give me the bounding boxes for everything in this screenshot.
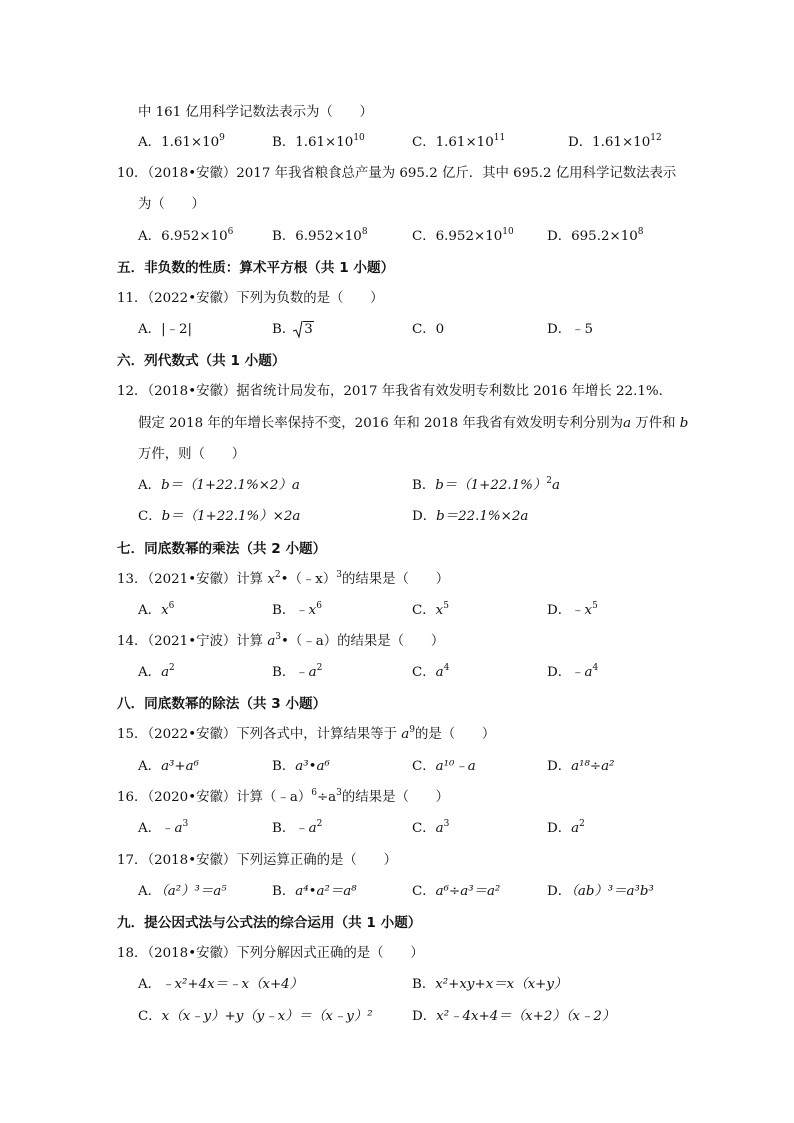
- q17-option-d[interactable]: D．（ab）³＝a³b³: [547, 884, 654, 899]
- q11-option-c[interactable]: C．0: [412, 322, 445, 337]
- q11-stem: 11．（2022•安徽）下列为负数的是（ ）: [117, 291, 384, 306]
- section-heading-6: 六．列代数式（共 1 小题）: [117, 353, 286, 369]
- section-heading-5: 五．非负数的性质：算术平方根（共 1 小题）: [117, 260, 395, 276]
- q9-option-b[interactable]: B．$1.61\times 10^{10}$: [272, 132, 365, 150]
- q17-option-a[interactable]: A．（a²）³＝a⁵: [138, 884, 227, 899]
- q10-option-c[interactable]: C．$6.952\times 10^{10}$: [412, 226, 514, 244]
- q11-option-d[interactable]: D．﹣5: [547, 322, 594, 337]
- q10-stem: 10．（2018•安徽）2017 年我省粮食总产量为 695.2 亿斤．其中 695.2 亿用科学记数法表示: [117, 166, 677, 181]
- q17-stem: 17．（2018•安徽）下列运算正确的是（ ）: [117, 853, 397, 868]
- q13-option-c[interactable]: C．$x^5$: [412, 600, 449, 618]
- q14-option-d[interactable]: D．$﹣a^4$: [547, 662, 599, 680]
- q18-option-c[interactable]: C．x（x﹣y）+y（y﹣x）＝（x﹣y）²: [138, 1009, 373, 1024]
- q12-stem-line3: 万件，则（ ）: [138, 447, 246, 462]
- q9-option-d[interactable]: D．$1.61\times 10^{12}$: [568, 132, 662, 150]
- q9-option-a[interactable]: A．$1.61\times 10^9$: [138, 132, 225, 150]
- q16-option-d[interactable]: D．$a^2$: [547, 818, 585, 836]
- q16-option-b[interactable]: B．$﹣a^2$: [272, 818, 323, 836]
- q13-option-d[interactable]: D．$﹣x^5$: [547, 600, 598, 618]
- section-heading-9: 九．提公因式法与公式法的综合运用（共 1 小题）: [117, 915, 422, 931]
- q15-option-a[interactable]: A．a³+a⁶: [138, 759, 199, 774]
- q14-option-a[interactable]: A．$a^2$: [138, 662, 175, 680]
- sqrt-symbol: 3: [295, 321, 314, 339]
- q9-stem-continuation: 中 161 亿用科学记数法表示为（ ）: [138, 105, 373, 120]
- q15-option-c[interactable]: C．a¹⁰﹣a: [412, 759, 476, 774]
- q13-option-b[interactable]: B．$﹣x^6$: [272, 600, 322, 618]
- q14-option-c[interactable]: C．$a^4$: [412, 662, 450, 680]
- q14-stem: 14．（2021•宁波）计算 $a^3•(﹣a)$的结果是（ ）: [117, 631, 445, 649]
- q10-stem-continuation: 为（ ）: [138, 197, 205, 212]
- q10-option-a[interactable]: A．$6.952\times 10^6$: [138, 226, 234, 244]
- q9-option-c[interactable]: C．$1.61\times 10^{11}$: [412, 132, 506, 150]
- section-heading-8: 八．同底数幂的除法（共 3 小题）: [117, 696, 327, 712]
- q15-stem: 15．（2022•安徽）下列各式中，计算结果等于 $a^9$的是（ ）: [117, 724, 496, 742]
- q18-option-d[interactable]: D．x²﹣4x+4＝（x+2）（x﹣2）: [412, 1009, 616, 1024]
- q13-option-a[interactable]: A．$x^6$: [138, 600, 175, 618]
- q18-option-b[interactable]: B．x²+xy+x＝x（x+y）: [412, 977, 568, 992]
- q15-option-b[interactable]: B．a³•a⁶: [272, 759, 330, 774]
- q12-option-a[interactable]: A．b＝（1+22.1%×2）a: [138, 478, 300, 493]
- q12-option-c[interactable]: C．b＝（1+22.1%）×2a: [138, 509, 301, 524]
- q10-option-d[interactable]: D．$695.2\times 10^8$: [547, 226, 644, 244]
- q18-stem: 18．（2018•安徽）下列分解因式正确的是（ ）: [117, 946, 424, 961]
- q16-option-a[interactable]: A．$﹣a^3$: [138, 818, 189, 836]
- q16-stem: 16．（2020•安徽）计算$(﹣a)^6\div a^3$的结果是（ ）: [117, 787, 450, 805]
- q11-option-b[interactable]: B． 3: [272, 322, 313, 337]
- q18-option-a[interactable]: A．﹣x²+4x＝﹣x（x+4）: [138, 977, 304, 992]
- q12-stem-line2: 假定 2018 年的年增长率保持不变，2016 年和 2018 年我省有效发明专利分别为a 万件和 b: [138, 416, 689, 431]
- q17-option-b[interactable]: B．a⁴•a²＝a⁸: [272, 884, 357, 899]
- q16-option-c[interactable]: C．$a^3$: [412, 818, 450, 836]
- q15-option-d[interactable]: D．a¹⁸÷a²: [547, 759, 615, 774]
- q12-stem: 12．（2018•安徽）据省统计局发布，2017 年我省有效发明专利数比 2016 年增长 22.1%．: [117, 384, 672, 399]
- q11-option-a[interactable]: A．|﹣2|: [138, 322, 192, 337]
- q13-stem: 13．（2021•安徽）计算 $x^2•(﹣x)^3$的结果是（ ）: [117, 569, 450, 587]
- radical-sign-icon: [293, 320, 303, 338]
- q12-option-d[interactable]: D．b＝22.1%×2a: [412, 509, 529, 524]
- section-heading-7: 七．同底数幂的乘法（共 2 小题）: [117, 541, 327, 557]
- q17-option-c[interactable]: C．a⁶÷a³＝a²: [412, 884, 501, 899]
- q14-option-b[interactable]: B．$﹣a^2$: [272, 662, 323, 680]
- q12-option-b[interactable]: B．$b=(1+22.1\%)^2a$: [412, 475, 560, 493]
- q10-option-b[interactable]: B．$6.952\times 10^8$: [272, 226, 368, 244]
